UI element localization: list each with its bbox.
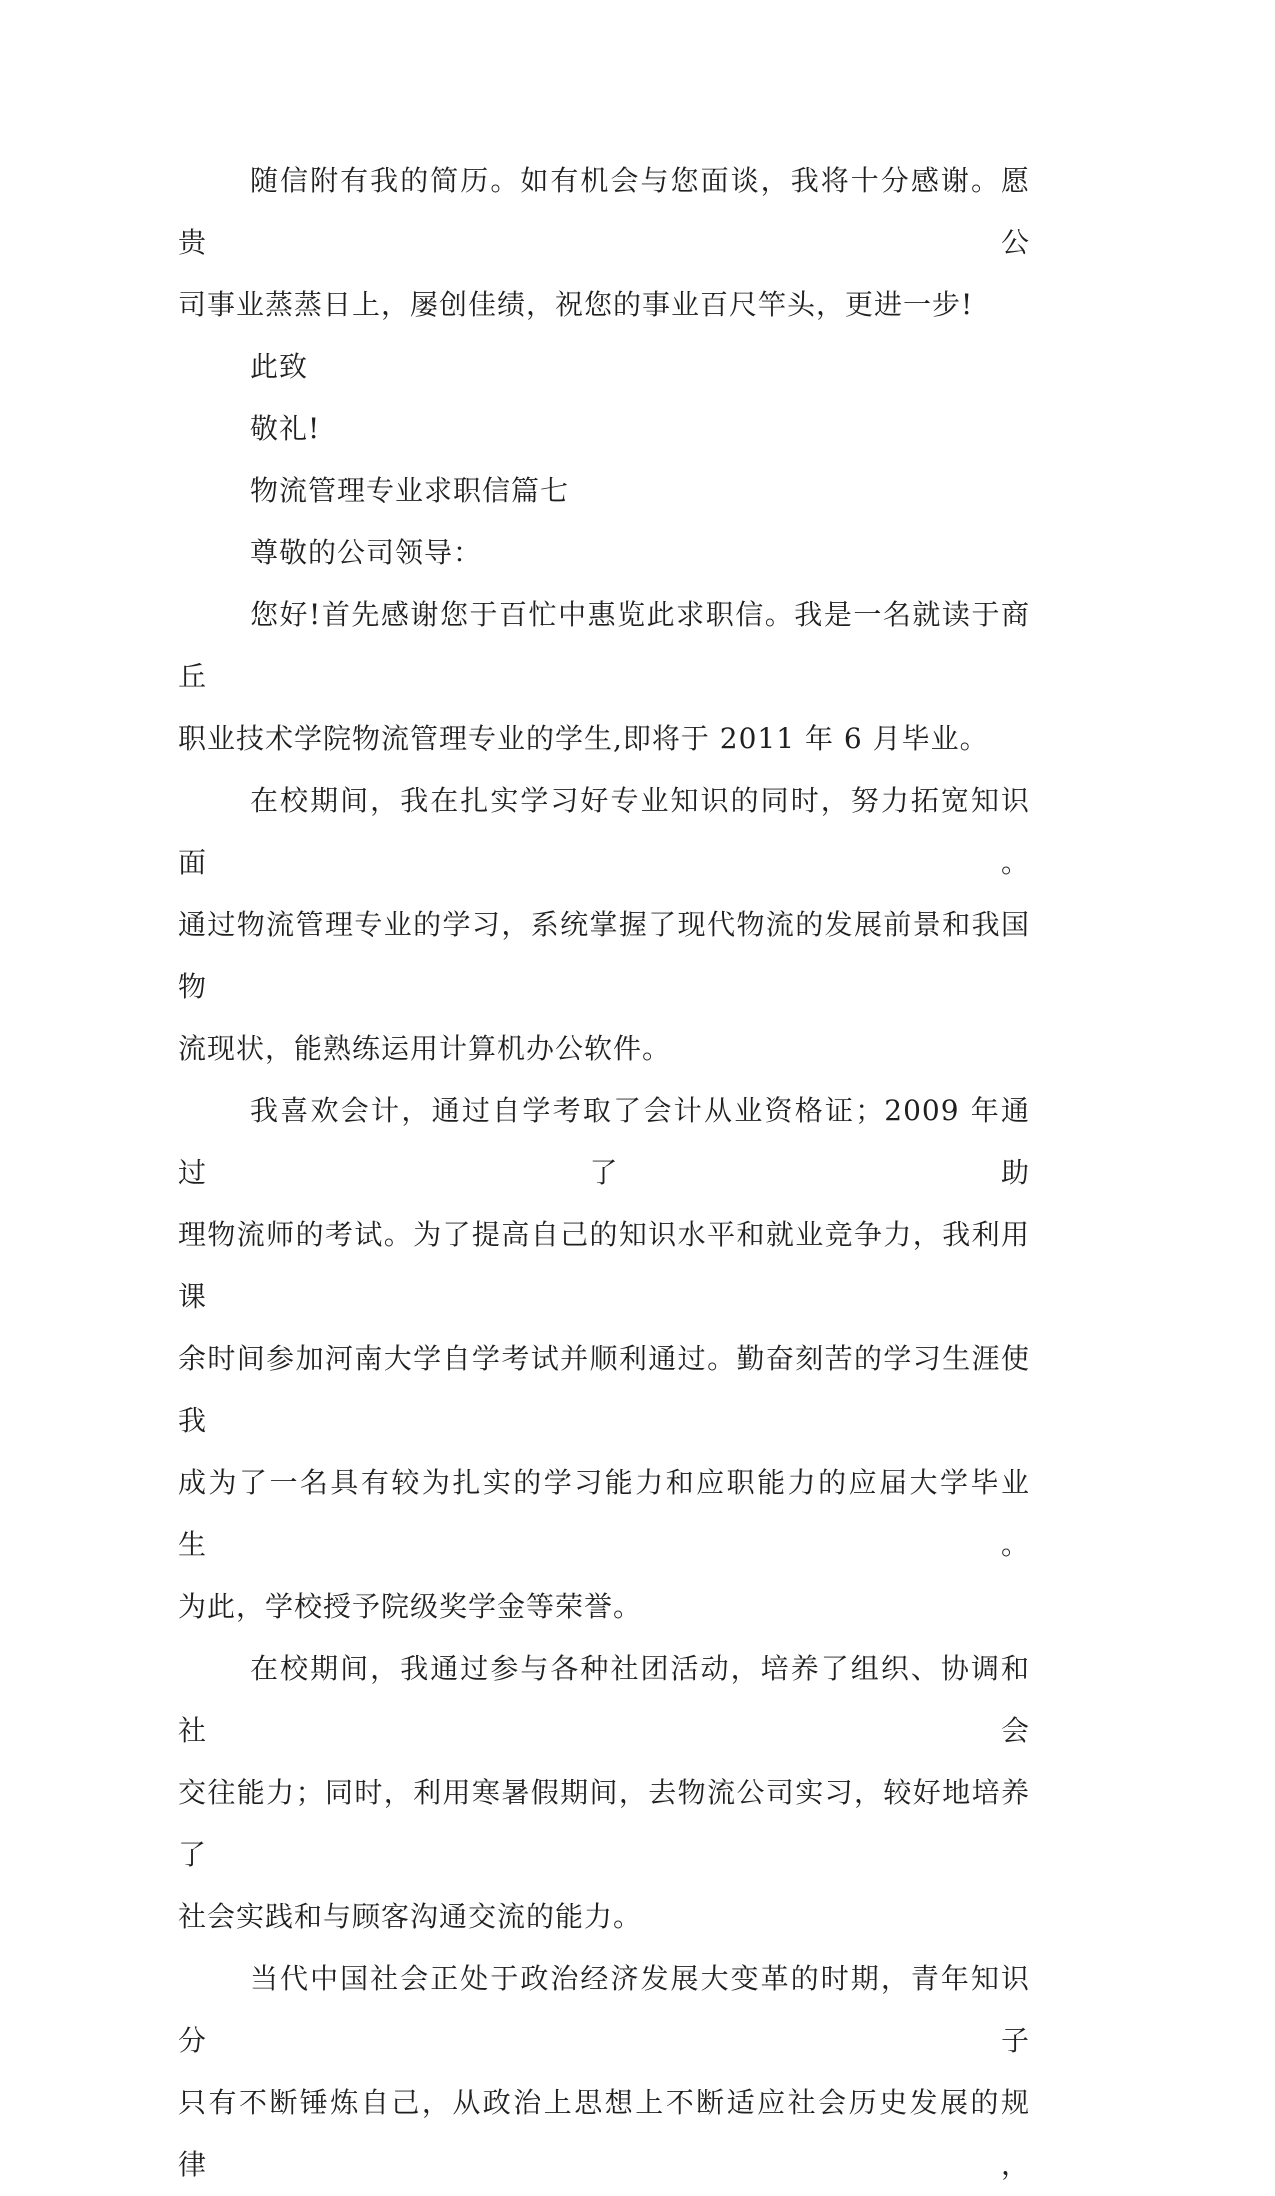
document-body [178, 150, 1030, 2196]
text-line: 交往能力；同时，利用寒暑假期间，去物流公司实习，较好地培养了 [178, 1776, 1030, 1871]
text-line: 只有不断锤炼自己，从政治上思想上不断适应社会历史发展的规律， [178, 2086, 1030, 2181]
text-line: 理物流师的考试。为了提高自己的知识水平和就业竞争力，我利用课 [178, 1218, 1030, 1313]
text-line: 尊敬的公司领导： [250, 536, 483, 569]
text-line: 成为了一名具有较为扎实的学习能力和应职能力的应届大学毕业生。 [178, 1466, 1030, 1561]
text-line: 为此，学校授予院级奖学金等荣誉。 [178, 1590, 643, 1623]
text-line: 社会实践和与顾客沟通交流的能力。 [178, 1900, 643, 1933]
text-line: 敬礼! [250, 412, 321, 445]
text-line: 流现状，能熟练运用计算机办公软件。 [178, 1032, 672, 1065]
text-line: 在校期间，我通过参与各种社团活动，培养了组织、协调和社会 [178, 1652, 1030, 1747]
text-line: 此致 [250, 350, 309, 383]
text-line: 司事业蒸蒸日上，屡创佳绩，祝您的事业百尺竿头，更进一步! [178, 288, 974, 321]
text-line: 您好!首先感谢您于百忙中惠览此求职信。我是一名就读于商丘 [178, 598, 1030, 693]
text-line: 在校期间，我在扎实学习好专业知识的同时，努力拓宽知识面。 [178, 784, 1030, 879]
text-line: 职业技术学院物流管理专业的学生,即将于 2011 年 6 月毕业。 [178, 722, 989, 755]
text-line: 余时间参加河南大学自学考试并顺利通过。勤奋刻苦的学习生涯使我 [178, 1342, 1030, 1437]
text-line: 物流管理专业求职信篇七 [250, 474, 570, 507]
text-line: 当代中国社会正处于政治经济发展大变革的时期，青年知识分子 [178, 1962, 1030, 2057]
text-line: 随信附有我的简历。如有机会与您面谈，我将十分感谢。愿贵公 [178, 164, 1030, 259]
text-line: 通过物流管理专业的学习，系统掌握了现代物流的发展前景和我国物 [178, 908, 1030, 1003]
text-line: 我喜欢会计，通过自学考取了会计从业资格证；2009 年通过了助 [178, 1094, 1030, 1189]
